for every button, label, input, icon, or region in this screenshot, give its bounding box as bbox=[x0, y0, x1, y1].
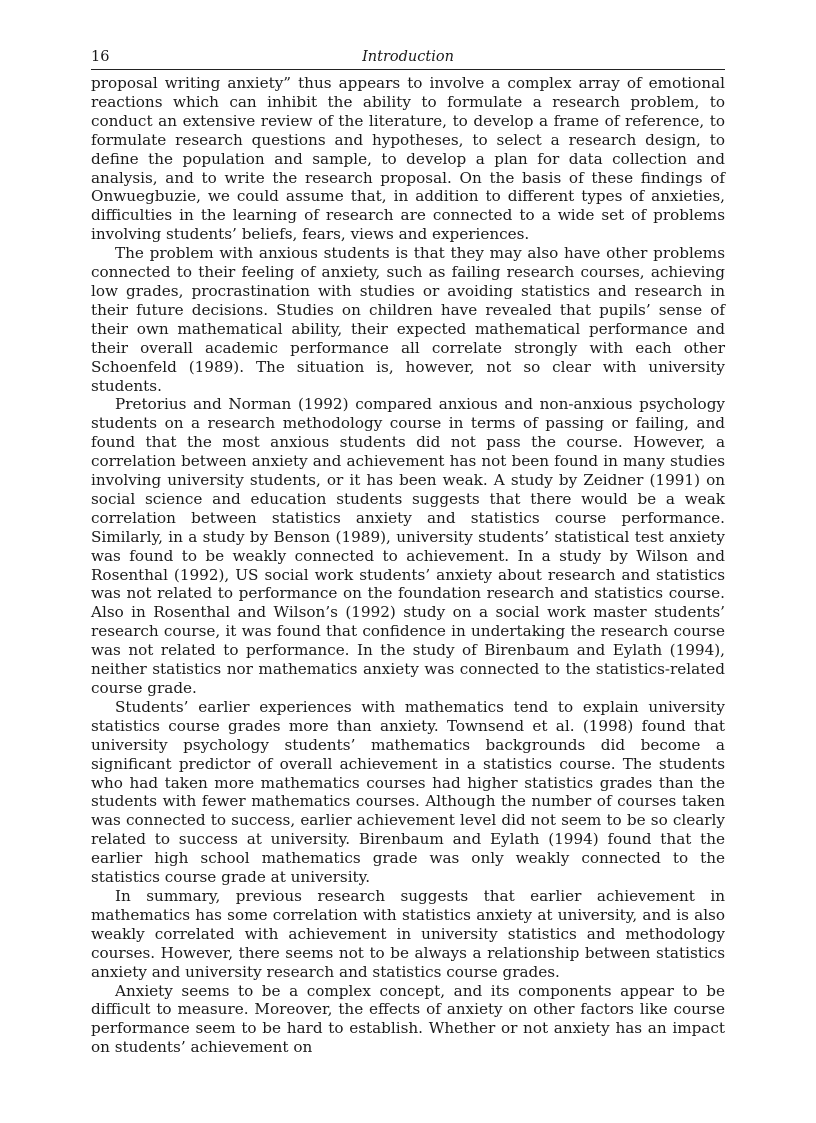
body-text bbox=[91, 74, 725, 1057]
paragraph: Anxiety seems to be a complex concept, and its components appear to be difficult to measure. Moreover, the effects of anxiety on other factors like course performance seem to be hard to establish. Whether or not anxiety has an impact on students’ achievement on bbox=[91, 981, 725, 1057]
running-title: Introduction bbox=[362, 49, 454, 65]
paragraph: The problem with anxious students is that they may also have other problems connected to their feeling of anxiety, such as failing research courses, achieving low grades, procrastination with studies or avoiding statistics and research in their future decisions. Studies on children have revealed that pupils’ sense of their own mathematical ability, their expected mathematical performance and their overall academic performance all correlate strongly with each other Schoenfeld (1989). The situation is, however, not so clear with university students. bbox=[91, 244, 725, 395]
paragraph: Pretorius and Norman (1992) compared anxious and non-anxious psychology students on a research methodology course in terms of passing or failing, and found that the most anxious students did not pass the course. However, a correlation between anxiety and achievement has not been found in many studies involving university students, or it has been weak. A study by Zeidner (1991) on social science and education students suggests that there would be a weak correlation between statistics anxiety and statistics course performance. Similarly, in a study by Benson (1989), university students’ statistical test anxiety was found to be weakly connected to achievement. In a study by Wilson and Rosenthal (1992), US social work students’ anxiety about research and statistics was not related to performance on the foundation research and statistics course. Also in Rosenthal and Wilson’s (1992) study on a social work master students’ research course, it was found that confidence in undertaking the research course was not related to performance. In the study of Birenbaum and Eylath (1994), neither statistics nor mathematics anxiety was connected to the statistics-related course grade. bbox=[91, 395, 725, 697]
running-header bbox=[91, 48, 725, 70]
page-number: 16 bbox=[91, 49, 110, 65]
paragraph: In summary, previous research suggests that earlier achievement in mathematics has some correlation with statistics anxiety at university, and is also weakly correlated with achievement in university statistics and methodology courses. However, there seems not to be always a relationship between statistics anxiety and university research and statistics course grades. bbox=[91, 886, 725, 981]
paragraph: Students’ earlier experiences with mathematics tend to explain university statistics course grades more than anxiety. Townsend et al. (1998) found that university psychology students’ mathematics backgrounds did become a significant predictor of overall achievement in a statistics course. The students who had taken more mathematics courses had higher statistics grades than the students with fewer mathematics courses. Although the number of courses taken was connected to success, earlier achievement level did not seem to be so clearly related to success at university. Birenbaum and Eylath (1994) found that the earlier high school mathematics grade was only weakly connected to the statistics course grade at university. bbox=[91, 697, 725, 887]
paragraph: proposal writing anxiety” thus appears to involve a complex array of emotional reactions which can inhibit the ability to formulate a research problem, to conduct an extensive review of the literature, to develop a frame of reference, to formulate research questions and hypotheses, to select a research design, to define the population and sample, to develop a plan for data collection and analysis, and to write the research proposal. On the basis of these findings of Onwuegbuzie, we could assume that, in addition to different types of anxieties, difficulties in the learning of research are connected to a wide set of problems involving students’ beliefs, fears, views and experiences. bbox=[91, 74, 725, 244]
